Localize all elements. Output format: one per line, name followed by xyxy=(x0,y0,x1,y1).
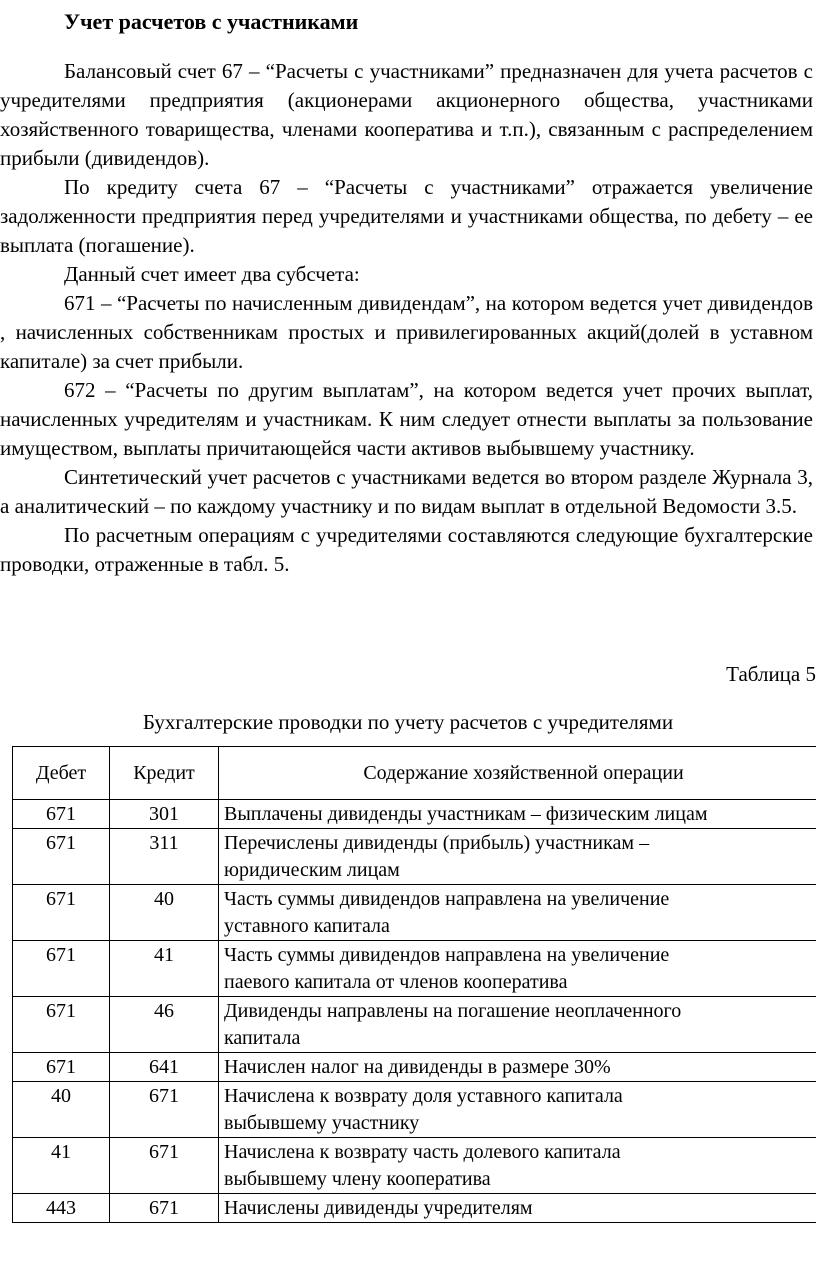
cell-content-line: Начислена к возврату часть долевого капитала xyxy=(224,1141,621,1163)
cell-credit: 641 xyxy=(110,1053,219,1082)
cell-content-line: Начислен налог на дивиденды в размере 30% xyxy=(224,1056,611,1078)
table-row xyxy=(13,997,816,1053)
cell-content xyxy=(219,1194,816,1223)
cell-content xyxy=(219,885,816,941)
cell-content xyxy=(219,1053,816,1082)
cell-content xyxy=(219,941,816,997)
header-credit: Кредит xyxy=(110,747,219,800)
table-row xyxy=(13,1053,816,1082)
cell-content-line: Начислена к возврату доля уставного капитала xyxy=(224,1085,623,1107)
cell-credit: 311 xyxy=(110,829,219,885)
paragraph: По расчетным операциям с учредителями составляются следующие бухгалтерские проводки, отраженные в табл. 5. xyxy=(0,523,813,576)
cell-content-line: выбывшему участнику xyxy=(224,1112,420,1134)
paragraph: Данный счет имеет два субсчета: xyxy=(64,262,360,286)
cell-content-line: Часть суммы дивидендов направлена на увеличение xyxy=(224,944,670,966)
paragraph: По кредиту счета 67 – “Расчеты с участниками” отражается увеличение задолженности предприятия перед учредителями и участниками общества, по дебету – ее выплата (погашение). xyxy=(0,175,813,257)
cell-content xyxy=(219,1082,816,1138)
cell-credit: 41 xyxy=(110,941,219,997)
cell-content xyxy=(219,800,816,829)
cell-debit: 671 xyxy=(13,1053,110,1082)
cell-content-line: Часть суммы дивидендов направлена на увеличение xyxy=(224,888,670,910)
paragraph: 672 – “Расчеты по другим выплатам”, на котором ведется учет прочих выплат, начисленных учредителям и участникам. К ним следует отнести выплаты за пользование имуществом, выплаты причитающейся части активов выбывшему участнику. xyxy=(0,378,813,460)
cell-credit: 301 xyxy=(110,800,219,829)
cell-debit: 671 xyxy=(13,800,110,829)
cell-content-line: капитала xyxy=(224,1027,301,1049)
cell-debit: 40 xyxy=(13,1082,110,1138)
cell-credit: 671 xyxy=(110,1194,219,1223)
table-row xyxy=(13,885,816,941)
cell-content xyxy=(219,1138,816,1194)
paragraph: 671 – “Расчеты по начисленным дивидендам”, на котором ведется учет дивидендов , начисленных собственникам простых и привилегированных акций(долей в уставном капитале) за счет прибыли. xyxy=(0,291,813,373)
table-body xyxy=(13,800,816,1223)
paragraph: Балансовый счет 67 – “Расчеты с участниками” предназначен для учета расчетов с учредителями предприятия (акционерами акционерного общества, участниками хозяйственного товарищества, членами кооператива и т.п.), связанным с распределением прибыли (дивидендов). xyxy=(0,59,813,170)
cell-content-line: Выплачены дивиденды участникам – физическим лицам xyxy=(224,803,708,825)
table-row xyxy=(13,1082,816,1138)
cell-content-line: Начислены дивиденды учредителям xyxy=(224,1197,533,1219)
paragraph: Синтетический учет расчетов с участниками ведется во втором разделе Журнала 3, а аналитический – по каждому участнику и по видам выплат в отдельной Ведомости 3.5. xyxy=(0,465,813,518)
cell-credit: 671 xyxy=(110,1082,219,1138)
cell-content-line: выбывшему члену кооператива xyxy=(224,1168,491,1190)
cell-debit: 671 xyxy=(13,885,110,941)
entries-table xyxy=(12,746,816,1223)
body-text xyxy=(0,57,813,579)
header-debit: Дебет xyxy=(13,747,110,800)
cell-content xyxy=(219,997,816,1053)
table-header-row xyxy=(13,747,816,800)
cell-credit: 40 xyxy=(110,885,219,941)
table-row xyxy=(13,1138,816,1194)
table-row xyxy=(13,941,816,997)
cell-debit: 671 xyxy=(13,997,110,1053)
cell-debit: 671 xyxy=(13,829,110,885)
cell-debit: 41 xyxy=(13,1138,110,1194)
cell-credit: 46 xyxy=(110,997,219,1053)
cell-content-line: Дивиденды направлены на погашение неоплаченного xyxy=(224,1000,682,1022)
header-content: Содержание хозяйственной операции xyxy=(219,747,816,800)
table-row xyxy=(13,800,816,829)
cell-content xyxy=(219,829,816,885)
table-row xyxy=(13,829,816,885)
cell-content-line: Перечислены дивиденды (прибыль) участникам – xyxy=(224,832,650,854)
cell-content-line: паевого капитала от членов кооператива xyxy=(224,971,568,993)
document-title: Учет расчетов с участниками xyxy=(64,9,359,34)
cell-content-line: уставного капитала xyxy=(224,915,390,937)
table-row xyxy=(13,1194,816,1223)
table-title: Бухгалтерские проводки по учету расчетов с учредителями xyxy=(142,710,674,734)
cell-credit: 671 xyxy=(110,1138,219,1194)
cell-debit: 443 xyxy=(13,1194,110,1223)
cell-content-line: юридическим лицам xyxy=(224,859,400,881)
table-label: Таблица 5 xyxy=(726,662,816,686)
cell-debit: 671 xyxy=(13,941,110,997)
